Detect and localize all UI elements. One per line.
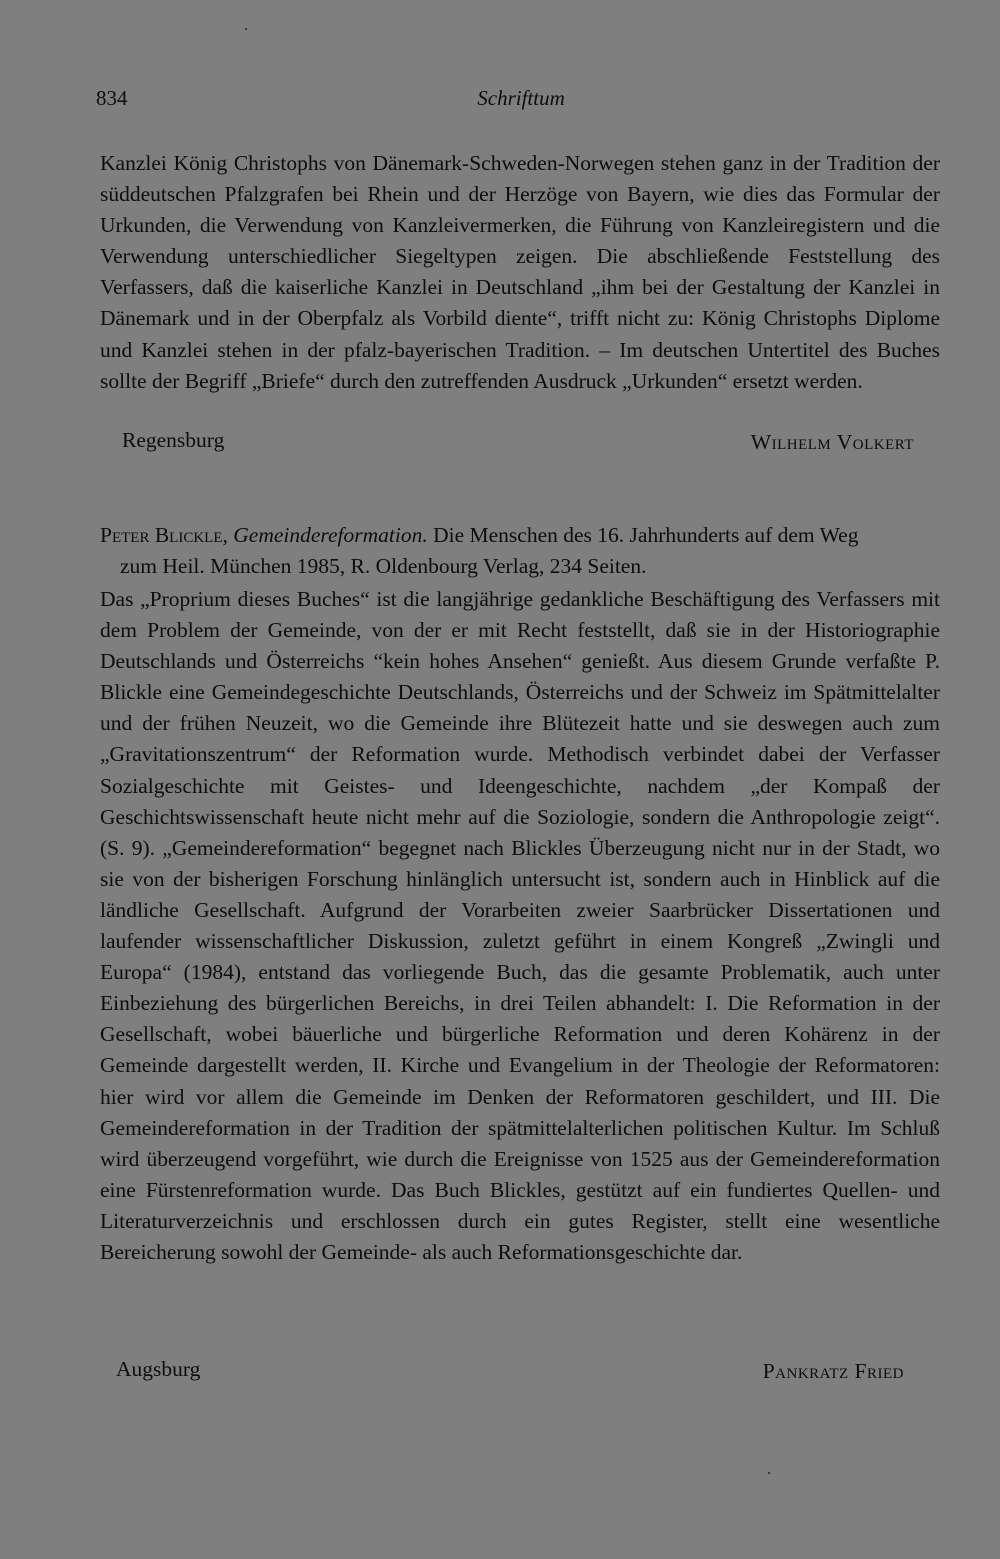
- book-publication-details: zum Heil. München 1985, R. Oldenbourg Verlag, 234 Seiten.: [120, 554, 647, 578]
- reviewer-name: Wilhelm Volkert: [750, 430, 914, 454]
- running-title: Schrifttum: [477, 86, 565, 110]
- reviewer-name: Pankratz Fried: [762, 1359, 904, 1383]
- scan-speck: [245, 28, 247, 30]
- page-header: [96, 86, 946, 116]
- review-place: Regensburg: [122, 428, 225, 452]
- book-subtitle: Die Menschen des 16. Jahrhunderts auf dem Weg: [433, 523, 859, 547]
- review-paragraph: Kanzlei König Christophs von Dänemark-Schweden-Norwegen stehen ganz in der Tradition der süddeutschen Pfalzgrafen bei Rhein und der Herzöge von Bayern, wie dies das Formular der Urkunden, die Verwendung von Kanzleivermerken, die Führung von Kanzleiregistern und die Verwendung unterschiedlicher Siegeltypen zeigen. Die abschließende Feststellung des Verfassers, daß die kaiserliche Kanzlei in Deutschland „ihm bei der Gestaltung der Kanzlei in Dänemark und in der Oberpfalz als Vorbild diente“, trifft nicht zu: König Christophs Diplome und Kanzlei stehen in der pfalz-bayerischen Tradition. – Im deutschen Untertitel des Buches sollte der Begriff „Briefe“ durch den zutreffenden Ausdruck „Urkunden“ ersetzt werden.: [100, 151, 940, 393]
- review-place: Augsburg: [116, 1357, 201, 1381]
- scan-speck: [768, 1472, 770, 1474]
- page-number: 834: [96, 86, 128, 110]
- book-citation: [100, 520, 940, 582]
- review-paragraph: Das „Proprium dieses Buches“ ist die langjährige gedankliche Beschäftigung des Verfassers mit dem Problem der Gemeinde, von der er mit Recht feststellt, daß sie in der Historiographie Deutschlands und Österreichs “kein hohes Ansehen“ genießt. Aus diesem Grunde verfaßte P. Blickle eine Gemeindegeschichte Deutschlands, Österreichs und der Schweiz im Spätmittelalter und der frühen Neuzeit, wo die Gemeinde ihre Blütezeit hatte und sie deswegen auch zum „Gravitationszentrum“ der Reformation wurde. Methodisch verbindet dabei der Verfasser Sozialgeschichte mit Geistes- und Ideengeschichte, nachdem „der Kompaß der Geschichtswissenschaft heute nicht mehr auf die Soziologie, sondern die Anthropologie zeigt“. (S. 9). „Gemeindereformation“ begegnet nach Blickles Überzeugung nicht nur in der Stadt, wo sie von der bisherigen Forschung hinlänglich untersucht ist, sondern auch in Hinblick auf die ländliche Gesellschaft. Aufgrund der Vorarbeiten zweier Saarbrücker Dissertationen und laufender wissenschaftlicher Diskussion, zuletzt geführt in einem Kongreß „Zwingli und Europa“ (1984), entstand das vorliegende Buch, das die gesamte Problematik, auch unter Einbeziehung des bürgerlichen Bereichs, in drei Teilen abhandelt: I. Die Reformation in der Gesellschaft, wobei bäuerliche und bürgerliche Reformation und deren Kohärenz in der Gemeinde dargestellt werden, II. Kirche und Evangelium in der Theologie der Reformatoren: hier wird vor allem die Gemeinde im Denken der Reformatoren geschildert, und III. Die Gemeindereformation in der Tradition der spätmittelalterlichen politischen Kultur. Im Schluß wird überzeugend vorgeführt, wie durch die Ereignisse von 1525 aus der Gemeindereformation eine Fürstenreformation wurde. Das Buch Blickles, gestützt auf ein fundiertes Quellen- und Literaturverzeichnis und erschlossen durch ein gutes Register, stellt eine wesentliche Bereicherung sowohl der Gemeinde- als auch Reformationsgeschichte dar.: [100, 587, 940, 1264]
- book-author: Peter Blickle,: [100, 523, 228, 547]
- book-title: Gemeindereformation.: [233, 523, 428, 547]
